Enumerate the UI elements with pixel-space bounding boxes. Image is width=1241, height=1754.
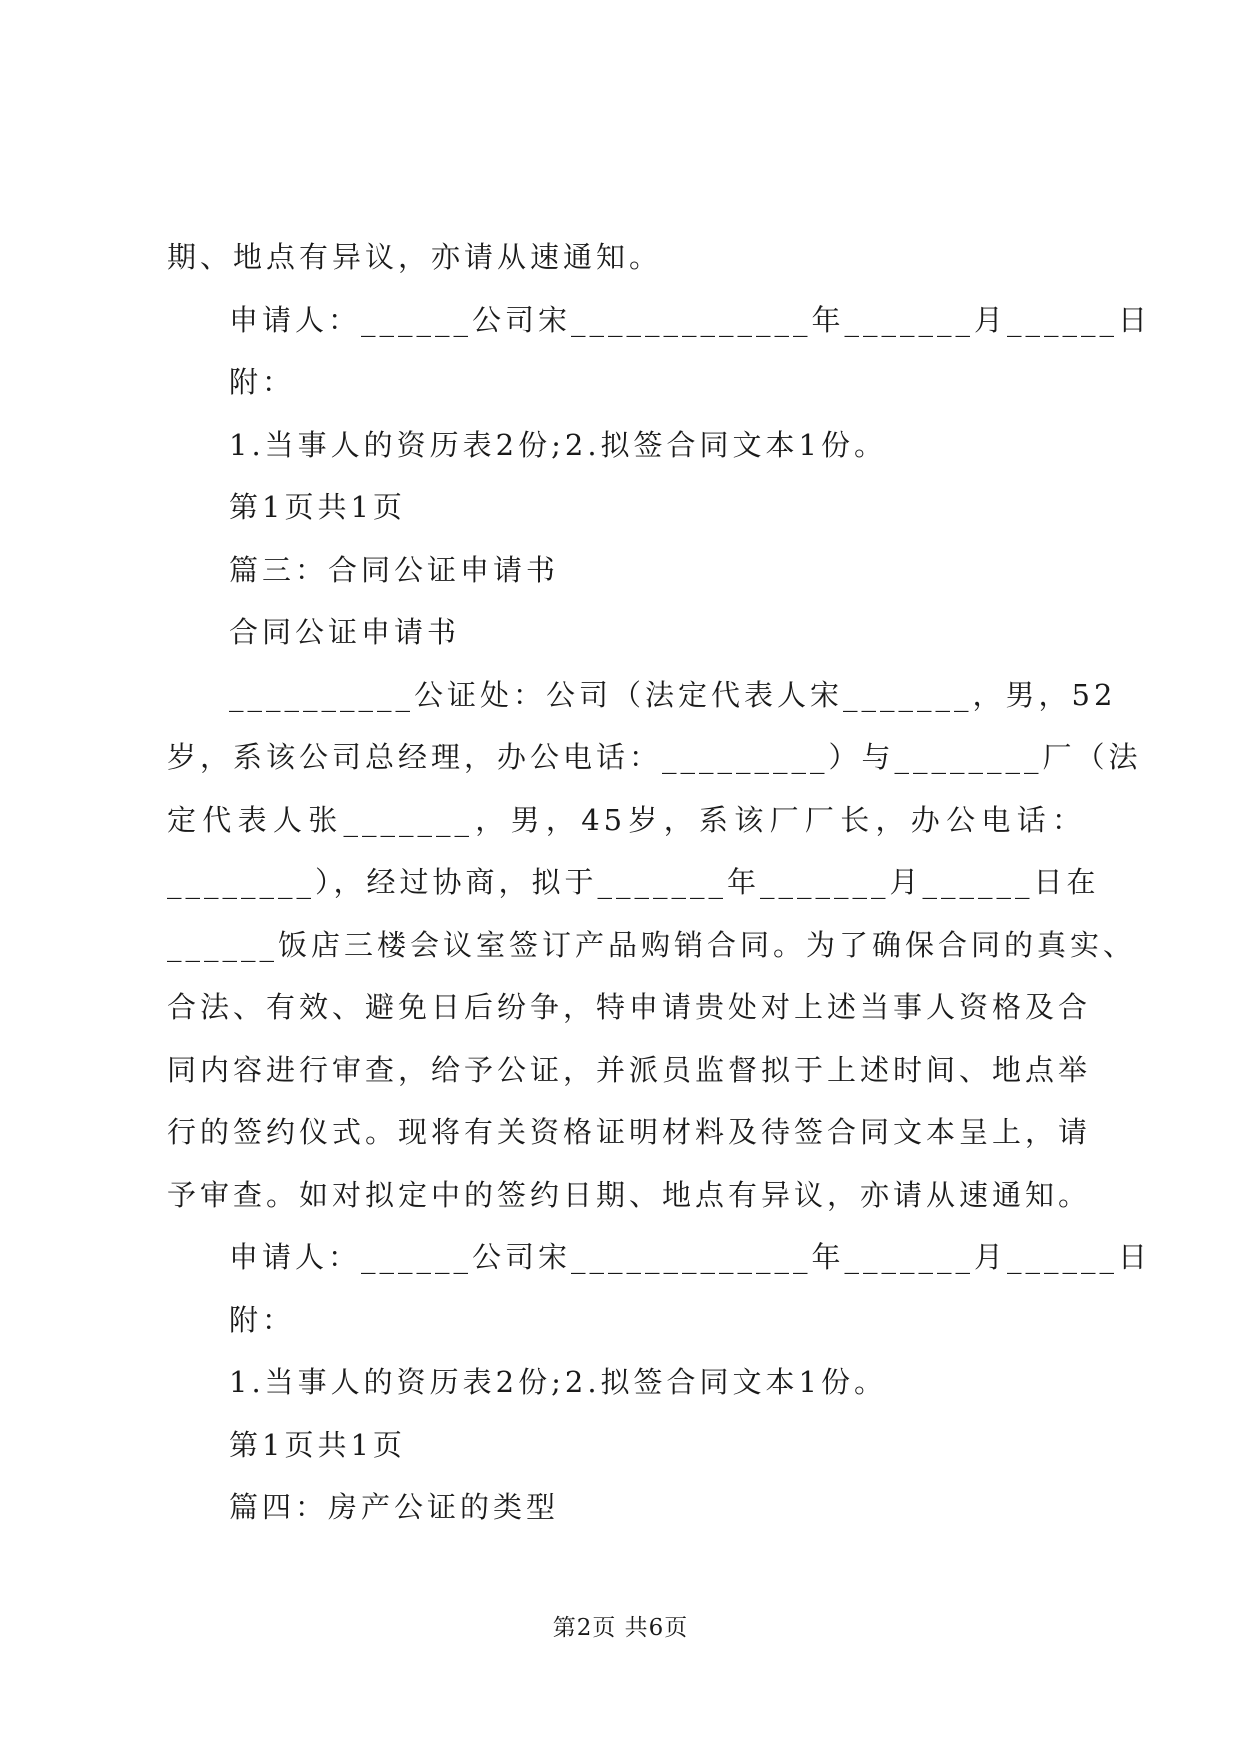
- page-marker: 第1页共1页: [229, 1427, 406, 1462]
- applicant-signature-line: 申请人：______公司宋_____________年_______月______日: [229, 302, 1152, 337]
- section-heading: 篇三：合同公证申请书: [229, 552, 560, 587]
- applicant-signature-line: 申请人：______公司宋_____________年_______月______日: [229, 1240, 1152, 1274]
- text-line: 予审查。如对拟定中的签约日期、地点有异议，亦请从速通知。: [167, 1177, 1092, 1212]
- text-line: ________），经过协商，拟于_______年_______月______日在: [167, 865, 1100, 899]
- attachment-label: 附：: [229, 365, 296, 399]
- document-title: 合同公证申请书: [229, 615, 461, 649]
- text-line: 定代表人张_______，男，45岁，系该厂厂长，办公电话：: [167, 802, 1085, 837]
- text-line: __________公证处：公司（法定代表人宋_______，男，52: [229, 677, 1117, 712]
- attachment-label: 附：: [229, 1302, 296, 1337]
- text-line: ______饭店三楼会议室签订产品购销合同。为了确保合同的真实、: [167, 927, 1137, 962]
- page-footer: 第2页 共6页: [552, 1615, 689, 1641]
- text-line: 合法、有效、避免日后纷争，特申请贵处对上述当事人资格及合: [167, 990, 1092, 1024]
- text-line: 期、地点有异议，亦请从速通知。: [167, 240, 663, 274]
- section-heading: 篇四：房产公证的类型: [229, 1490, 560, 1524]
- attachment-list: 1.当事人的资历表2份;2.拟签合同文本1份。: [229, 427, 888, 462]
- page-marker: 第1页共1页: [229, 490, 406, 524]
- text-line: 同内容进行审查，给予公证，并派员监督拟于上述时间、地点举: [167, 1052, 1092, 1087]
- text-line: 岁，系该公司总经理，办公电话：_________）与________厂（法: [167, 740, 1142, 774]
- text-line: 行的签约仪式。现将有关资格证明材料及待签合同文本呈上，请: [167, 1115, 1092, 1149]
- attachment-list: 1.当事人的资历表2份;2.拟签合同文本1份。: [229, 1365, 888, 1399]
- document-body: [167, 226, 1152, 1539]
